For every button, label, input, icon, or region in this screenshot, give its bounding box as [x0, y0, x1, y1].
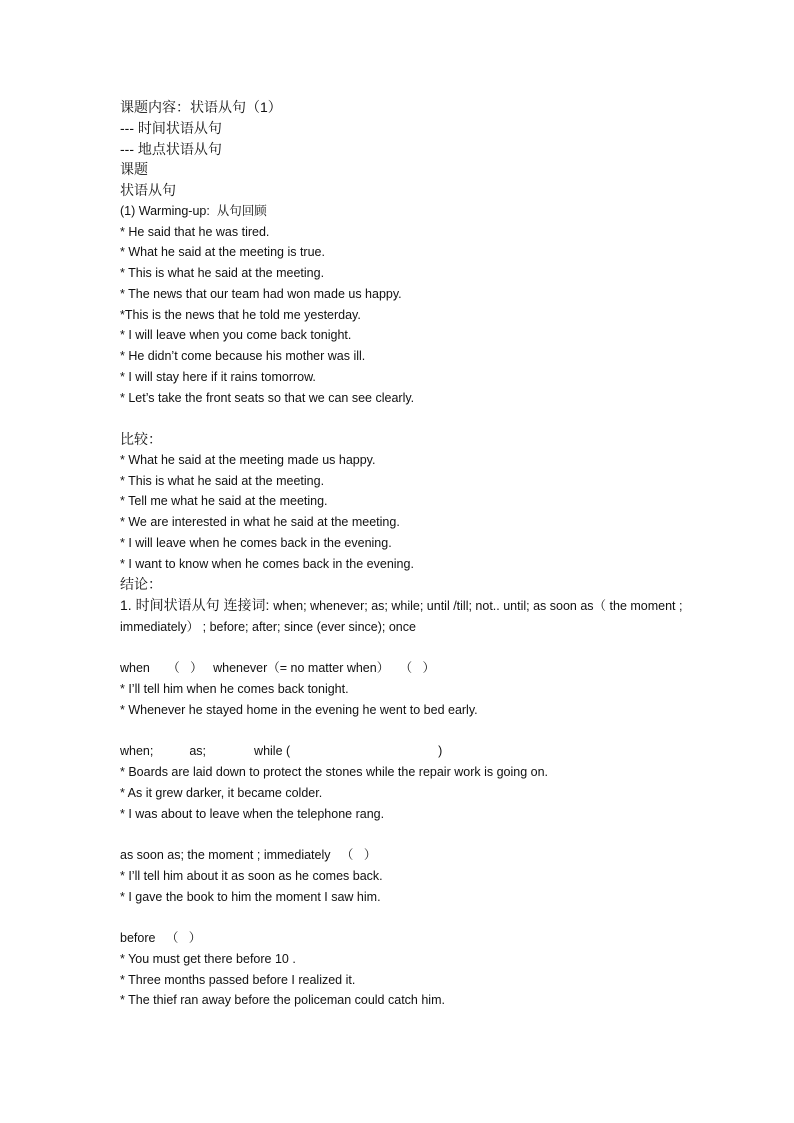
when-item: * Whenever he stayed home in the evening he went to bed early.: [120, 702, 478, 717]
compare-item: * Tell me what he said at the meeting.: [120, 494, 328, 509]
before-group-label: before （ ）: [120, 931, 202, 945]
warmup-item: * This is what he said at the meeting.: [120, 266, 325, 280]
warmup-item: *This is the news that he told me yesterday.: [120, 307, 361, 322]
spacer: [120, 907, 685, 928]
document-page: [120, 97, 685, 1011]
as-group-when: when;: [120, 744, 154, 759]
before-item: * Three months passed before I realized it.: [120, 972, 356, 987]
spacer: [120, 824, 685, 845]
conclusion-heading: 结论：: [120, 576, 162, 593]
conclusion-point-1: [120, 595, 685, 638]
warmup-heading: (1) Warming-up: 从句回顾: [120, 203, 267, 218]
warmup-item: * He said that he was tired.: [120, 224, 270, 239]
warmup-item: * I will stay here if it rains tomorrow.: [120, 369, 316, 384]
spacer: [120, 408, 685, 429]
as-item: * Boards are laid down to protect the stones while the repair work is going on.: [120, 765, 549, 779]
before-item: * You must get there before 10 .: [120, 951, 296, 966]
as-item: * I was about to leave when the telephone rang.: [120, 806, 385, 821]
compare-heading: 比较：: [120, 431, 162, 447]
topic-title: 状语从句: [120, 182, 176, 198]
compare-item: * What he said at the meeting made us happy.: [120, 452, 376, 467]
as-group-as: as;: [189, 744, 207, 759]
warmup-item: * The news that our team had won made us happy.: [120, 286, 402, 301]
warmup-item: * He didn’t come because his mother was ill.: [120, 349, 366, 363]
spacer: [120, 721, 685, 742]
conclusion-point-1-lead: 1. 时间状语从句 连接词:: [120, 597, 274, 613]
subtopic-time: --- 时间状语从句: [120, 119, 222, 136]
subtopic-place: --- 地点状语从句: [120, 140, 222, 157]
compare-item: * I will leave when he comes back in the evening.: [120, 535, 392, 550]
compare-item: * I want to know when he comes back in the evening.: [120, 556, 414, 571]
soon-item: * I gave the book to him the moment I saw him.: [120, 889, 381, 904]
warmup-item: * Let’s take the front seats so that we can see clearly.: [120, 390, 415, 405]
when-group-label: when （ ） whenever（= no matter when） （ ）: [120, 661, 436, 676]
topic-label: 课题: [120, 161, 148, 178]
soon-group-label: as soon as; the moment ; immediately （ ）: [120, 848, 377, 862]
before-item: * The thief ran away before the policeman could catch him.: [120, 993, 445, 1008]
as-group-while: while (: [254, 744, 291, 759]
conclusion-point-1-text: when; whenever; as; while; until /till; not.. until; as soon as（ the moment ; immediately） ; before; after; since (ever since); once: [120, 599, 683, 634]
when-item: * I’ll tell him when he comes back tonight.: [120, 682, 349, 696]
as-group-label: [120, 741, 685, 762]
as-group-close: ): [438, 744, 443, 759]
warmup-item: * I will leave when you come back tonight.: [120, 328, 352, 343]
warmup-item: * What he said at the meeting is true.: [120, 245, 325, 260]
as-item: * As it grew darker, it became colder.: [120, 785, 323, 800]
compare-item: * We are interested in what he said at the meeting.: [120, 515, 400, 529]
topic-line: 课题内容：状语从句（1）: [120, 99, 282, 115]
soon-item: * I’ll tell him about it as soon as he comes back.: [120, 868, 383, 883]
compare-item: * This is what he said at the meeting.: [120, 473, 325, 488]
spacer: [120, 638, 685, 659]
